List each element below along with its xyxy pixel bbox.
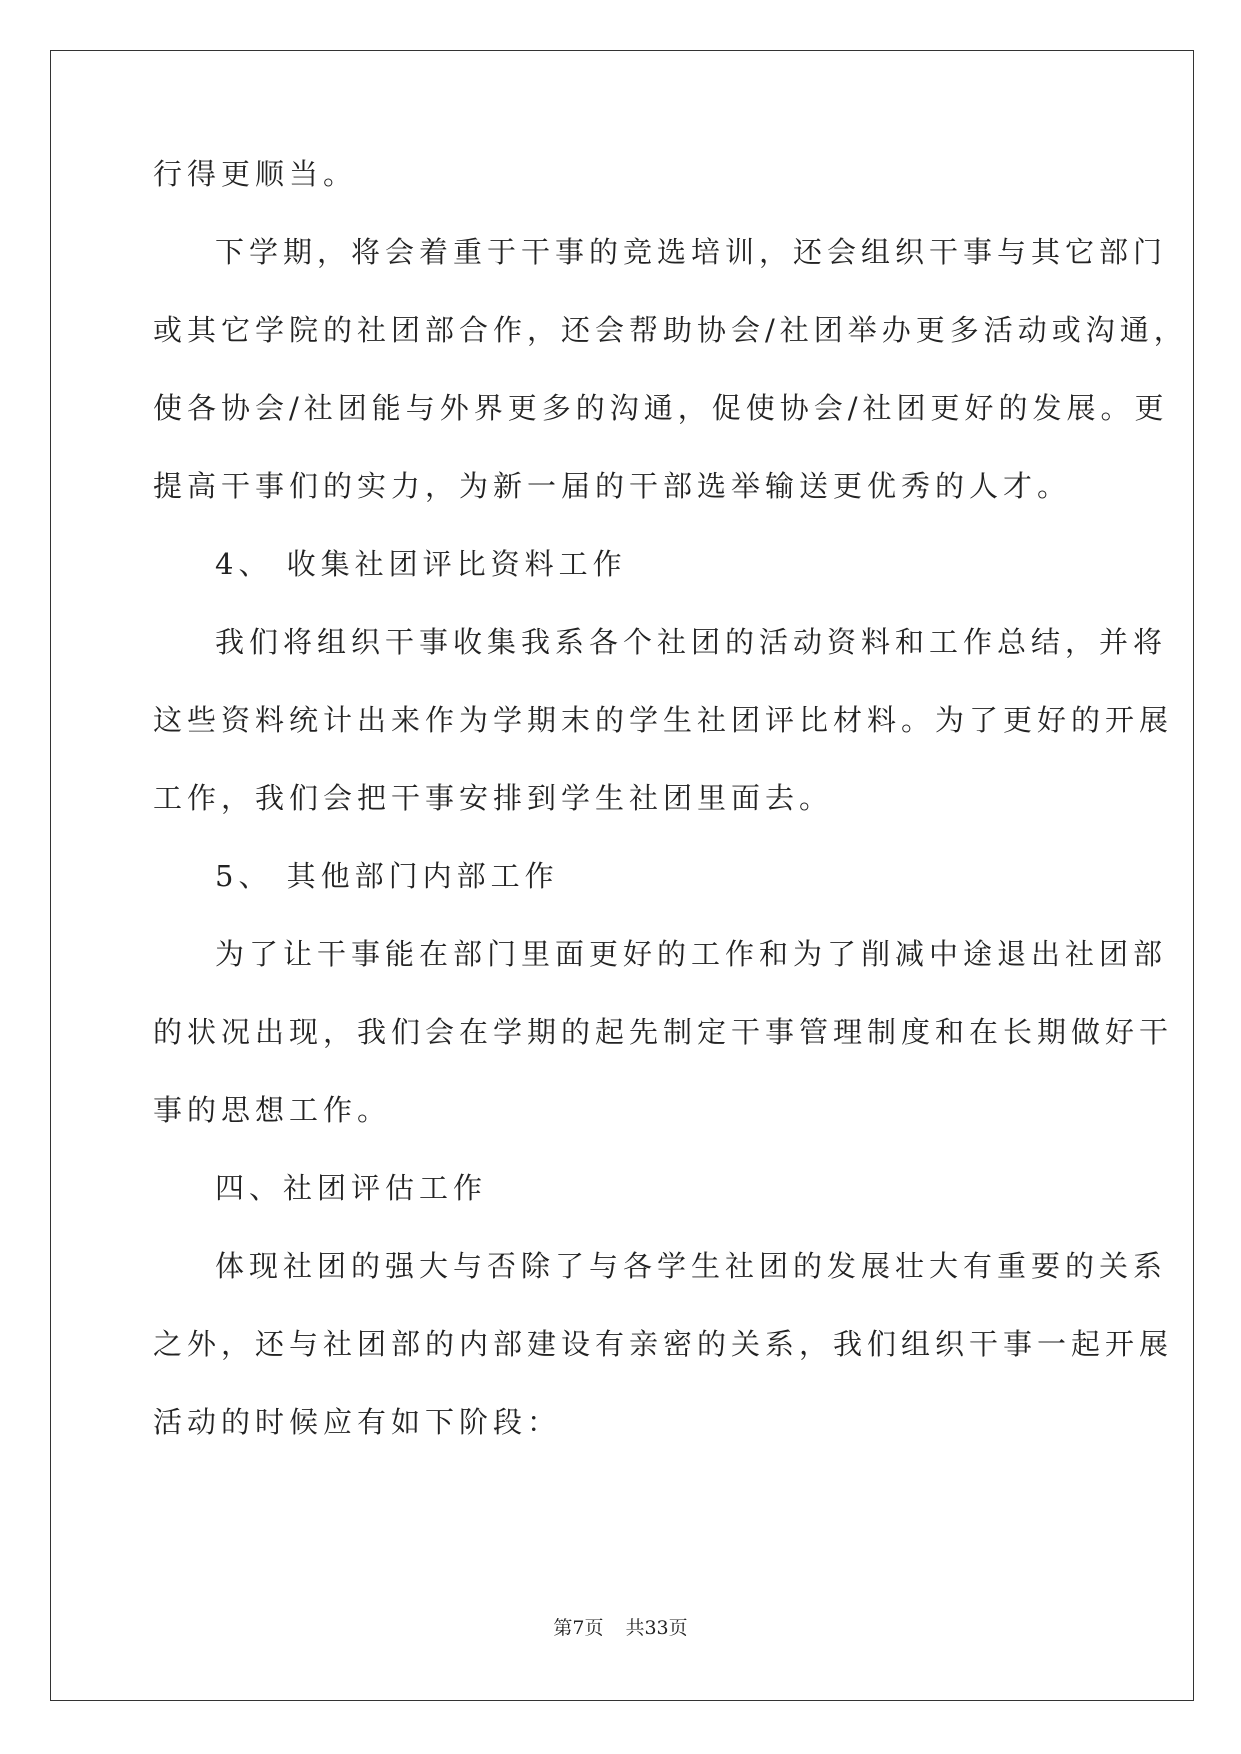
- section-heading-four: 四、社团评估工作: [215, 1171, 488, 1205]
- paragraph-evaluation-line-3: 活动的时候应有如下阶段：: [153, 1405, 562, 1439]
- paragraph-collect-line-2: 这些资料统计出来作为学期末的学生社团评比材料。为了更好的开展: [153, 703, 1174, 737]
- paragraph-internal-line-1: 为了让干事能在部门里面更好的工作和为了削减中途退出社团部: [215, 937, 1168, 971]
- text-line-continuation: 行得更顺当。: [153, 157, 358, 191]
- paragraph-next-semester-line-1: 下学期，将会着重于干事的竞选培训，还会组织干事与其它部门: [215, 235, 1168, 269]
- page-total: 共33页: [625, 1617, 688, 1639]
- paragraph-next-semester-line-3: 使各协会/社团能与外界更多的沟通，促使协会/社团更好的发展。更: [153, 391, 1169, 425]
- page-number: 第7页: [553, 1617, 604, 1639]
- paragraph-collect-line-3: 工作，我们会把干事安排到学生社团里面去。: [153, 781, 834, 815]
- page-footer: [0, 1616, 1241, 1640]
- paragraph-collect-line-1: 我们将组织干事收集我系各个社团的活动资料和工作总结，并将: [215, 625, 1168, 659]
- section-heading-4: 4、 收集社团评比资料工作: [215, 547, 627, 581]
- paragraph-next-semester-line-4: 提高干事们的实力，为新一届的干部选举输送更优秀的人才。: [153, 469, 1072, 503]
- paragraph-internal-line-2: 的状况出现，我们会在学期的起先制定干事管理制度和在长期做好干: [153, 1015, 1174, 1049]
- paragraph-evaluation-line-2: 之外，还与社团部的内部建设有亲密的关系，我们组织干事一起开展: [153, 1327, 1174, 1361]
- section-heading-5: 5、 其他部门内部工作: [215, 859, 559, 893]
- paragraph-evaluation-line-1: 体现社团的强大与否除了与各学生社团的发展壮大有重要的关系: [215, 1249, 1168, 1283]
- paragraph-next-semester-line-2: 或其它学院的社团部合作，还会帮助协会/社团举办更多活动或沟通，: [153, 313, 1188, 347]
- paragraph-internal-line-3: 事的思想工作。: [153, 1093, 392, 1127]
